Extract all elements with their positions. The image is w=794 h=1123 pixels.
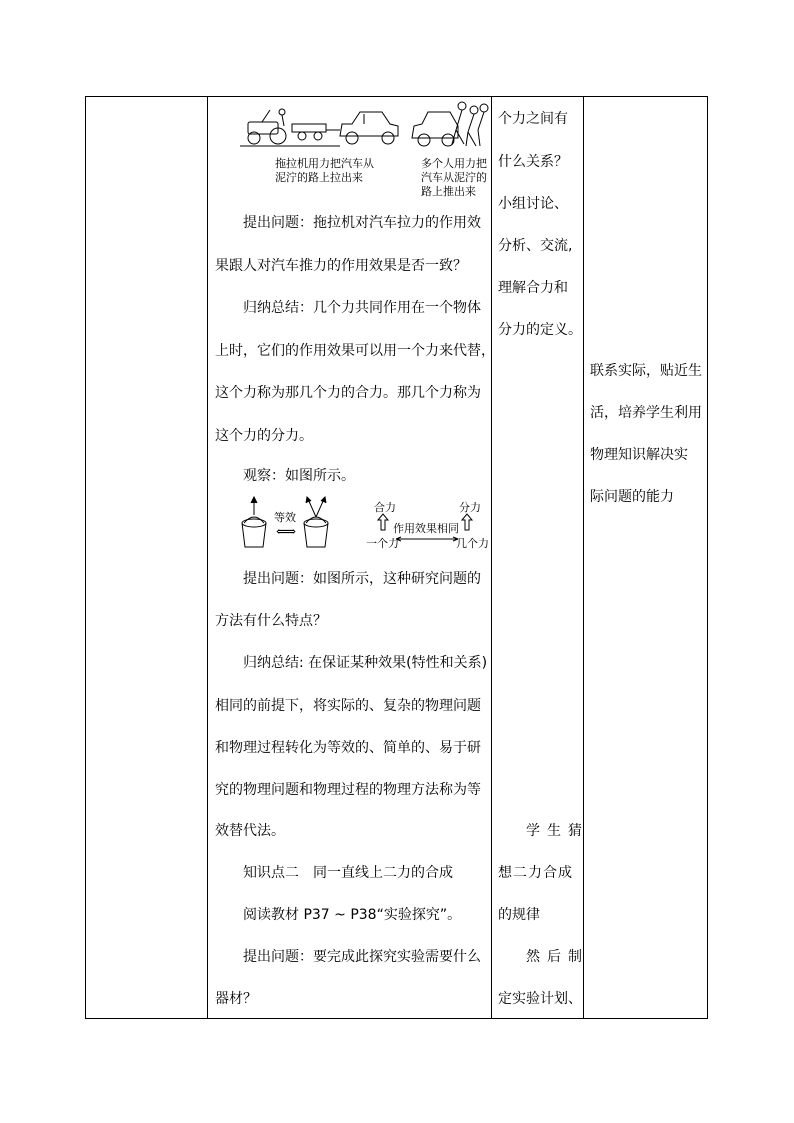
question-text: 果跟人对汽车推力的作用效果是否一致？ bbox=[215, 258, 467, 274]
column-divider bbox=[207, 96, 208, 1019]
figure-caption: 泥泞的路上拉出来 bbox=[275, 171, 363, 184]
summary-text: 归纳总结：几个力共同作用在一个物体 bbox=[243, 300, 481, 316]
student-activity-text: 想二力合成 bbox=[498, 865, 573, 881]
student-activity-text: 个力之间有 bbox=[498, 111, 568, 127]
summary-text: 和物理过程转化为等效的、简单的、易于研 bbox=[215, 740, 481, 756]
column-divider bbox=[491, 96, 492, 1019]
design-intent-text: 联系实际，贴近生 bbox=[590, 363, 702, 379]
figure-caption: 拖拉机用力把汽车从 bbox=[275, 157, 374, 170]
equivalent-label: 等效 bbox=[274, 511, 296, 524]
design-intent-text: 际问题的能力 bbox=[590, 489, 674, 505]
question-text: 提出问题：如图所示，这种研究问题的 bbox=[243, 571, 481, 587]
question-text: 提出问题：要完成此探究实验需要什么 bbox=[243, 949, 481, 965]
student-activity-text: 的规律 bbox=[498, 907, 540, 923]
column-divider bbox=[583, 96, 584, 1019]
figure-caption: 汽车从泥泞的 bbox=[421, 171, 487, 184]
same-effect-label: 作用效果相同 bbox=[393, 522, 459, 535]
several-forces-label: 几个力 bbox=[456, 537, 489, 550]
question-text: 方法有什么特点？ bbox=[215, 613, 327, 629]
one-force-label: 一个力 bbox=[366, 537, 399, 550]
student-activity-text: 小组讨论、 bbox=[498, 196, 568, 212]
resultant-force-label: 合力 bbox=[374, 501, 396, 514]
summary-text: 这个力的分力。 bbox=[215, 428, 313, 444]
double-arrow-icon: ⟺ bbox=[276, 524, 297, 540]
student-activity-text: 什么关系？ bbox=[498, 154, 568, 170]
observe-text: 观察：如图所示。 bbox=[243, 468, 355, 484]
component-force-label: 分力 bbox=[459, 501, 481, 514]
student-activity-text: 然后制 bbox=[526, 949, 589, 965]
student-activity-text: 学生猜 bbox=[526, 823, 589, 839]
summary-text: 效替代法。 bbox=[215, 823, 285, 839]
design-intent-text: 物理知识解决实 bbox=[590, 447, 688, 463]
student-activity-text: 理解合力和 bbox=[498, 280, 568, 296]
question-text: 器材？ bbox=[215, 991, 257, 1007]
summary-text: 归纳总结: 在保证某种效果(特性和关系) bbox=[243, 655, 488, 671]
tractor-and-people-illustration bbox=[240, 100, 492, 152]
figure-caption: 多个人用力把 bbox=[421, 157, 487, 170]
student-activity-text: 分析、交流, bbox=[498, 238, 573, 254]
figure-caption: 路上推出来 bbox=[421, 185, 476, 198]
summary-text: 究的物理问题和物理过程的物理方法称为等 bbox=[215, 782, 481, 798]
reading-instruction: 阅读教材 P37 ~ P38“实验探究”。 bbox=[243, 907, 462, 923]
section-heading: 知识点二 同一直线上二力的合成 bbox=[243, 865, 453, 881]
student-activity-text: 分力的定义。 bbox=[498, 322, 582, 338]
summary-text: 上时，它们的作用效果可以用一个力来代替， bbox=[215, 343, 495, 359]
summary-text: 这个力称为那几个力的合力。那几个力称为 bbox=[215, 385, 481, 401]
student-activity-text: 定实验计划、 bbox=[498, 991, 582, 1007]
design-intent-text: 活，培养学生利用 bbox=[590, 405, 702, 421]
summary-text: 相同的前提下，将实际的、复杂的物理问题 bbox=[215, 698, 481, 714]
question-text: 提出问题：拖拉机对汽车拉力的作用效 bbox=[243, 215, 481, 231]
